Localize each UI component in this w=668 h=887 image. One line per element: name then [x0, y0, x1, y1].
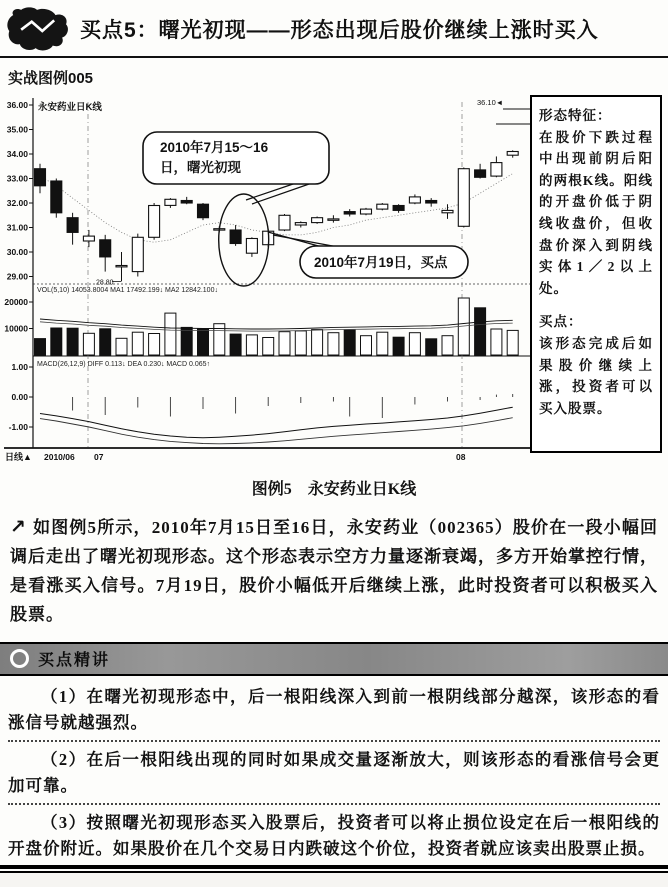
page-header	[0, 0, 668, 58]
svg-text:30.00: 30.00	[6, 247, 28, 257]
svg-text:日线▲: 日线▲	[5, 452, 32, 462]
svg-text:08: 08	[456, 452, 466, 462]
section-title: 买点精讲	[38, 652, 111, 670]
svg-text:28.80: 28.80	[96, 279, 114, 287]
svg-text:36.00: 36.00	[6, 100, 28, 110]
svg-text:36.10◄: 36.10◄	[477, 98, 504, 107]
svg-text:35.00: 35.00	[6, 124, 28, 135]
svg-text:VOL(5,10) 14053.8004 MA1 1749: VOL(5,10) 14053.8004 MA1 17492.199↓ MA2 12842.100↓	[37, 287, 218, 294]
buypoint-body: 该形态完成后如果股价继续上涨，投资者可以买入股票。	[539, 335, 653, 416]
point-1: （1）在曙光初现形态中，后一根阳线深入到前一根阴线部分越深，该形态的看涨信号就越强烈。	[8, 686, 660, 732]
dotted-divider	[8, 803, 660, 805]
section-header-bar	[0, 642, 668, 676]
chart-figure	[0, 92, 668, 466]
volume-panel	[35, 298, 519, 355]
dotted-divider	[8, 740, 660, 742]
point-2: （2）在后一根阳线出现的同时如果成交量逐渐放大，则该形态的看涨信号会更加可靠。	[8, 750, 660, 795]
pattern-note-box	[530, 95, 662, 453]
svg-text:31.00: 31.00	[6, 222, 28, 233]
svg-text:2010年7月15～16: 2010年7月15～16	[160, 140, 269, 155]
svg-text:-1.00: -1.00	[8, 422, 28, 432]
svg-text:永安药业日K线: 永安药业日K线	[38, 102, 102, 113]
paragraph-arrow-icon: ↗	[10, 516, 27, 538]
svg-text:日，曙光初现: 日，曙光初现	[160, 160, 241, 175]
svg-text:33.00: 33.00	[6, 173, 28, 184]
pattern-title: 形态特征：	[539, 108, 612, 123]
point-3: （3）按照曙光初现形态买入股票后，投资者可以将止损位设定在后一根阳线的开盘价附近。如果股价在几个交易日内跌破这个价位，投资者就应该卖出股票止损。	[8, 813, 660, 858]
chart-annotations	[143, 98, 530, 286]
svg-text:2010/06: 2010/06	[44, 452, 75, 462]
svg-text:07: 07	[94, 452, 104, 462]
svg-text:34.00: 34.00	[6, 149, 28, 159]
svg-text:29.00: 29.00	[6, 271, 28, 282]
page-bottom-rule	[0, 865, 668, 873]
intro-text: 如图例5所示，2010年7月15日至16日，永安药业（002365）股价在一段小幅回调后走出了曙光初现形态。这个形态表示空方力量逐渐衰竭，多方开始掌控行情，是看涨买入信号。7月19日，股价小幅低开后继续上涨，此时投资者可以积极买入股票。	[10, 518, 658, 625]
svg-text:1.00: 1.00	[11, 362, 28, 372]
macd-panel	[40, 394, 513, 444]
buypoint-title: 买点：	[539, 314, 583, 330]
svg-text:0.00: 0.00	[11, 392, 28, 402]
svg-text:20000: 20000	[4, 297, 28, 307]
svg-text:10000: 10000	[4, 323, 28, 334]
svg-text:2010年7月19日，买点: 2010年7月19日，买点	[314, 255, 448, 270]
svg-text:MACD(26,12,9) DIFF 0.113↓ DEA: MACD(26,12,9) DIFF 0.113↓ DEA 0.230↓ MACD 0.065↑	[37, 361, 210, 368]
figure-caption: 图例5 永安药业日K线	[251, 481, 417, 498]
points-list	[0, 676, 668, 861]
svg-text:32.00: 32.00	[6, 198, 28, 208]
intro-paragraph	[10, 511, 658, 630]
bull-logo-icon	[4, 5, 70, 53]
example-label: 实战图例005	[8, 70, 94, 87]
page-title: 买点5：曙光初现——形态出现后股价继续上涨时买入	[80, 19, 599, 42]
circle-bullet-icon	[10, 649, 29, 668]
pattern-body: 在股价下跌过程中出现前阴后阳的两根K线。阳线的开盘价低于阴线收盘价，但收盘价深入到阴线实体1／2以上处。	[539, 129, 653, 296]
